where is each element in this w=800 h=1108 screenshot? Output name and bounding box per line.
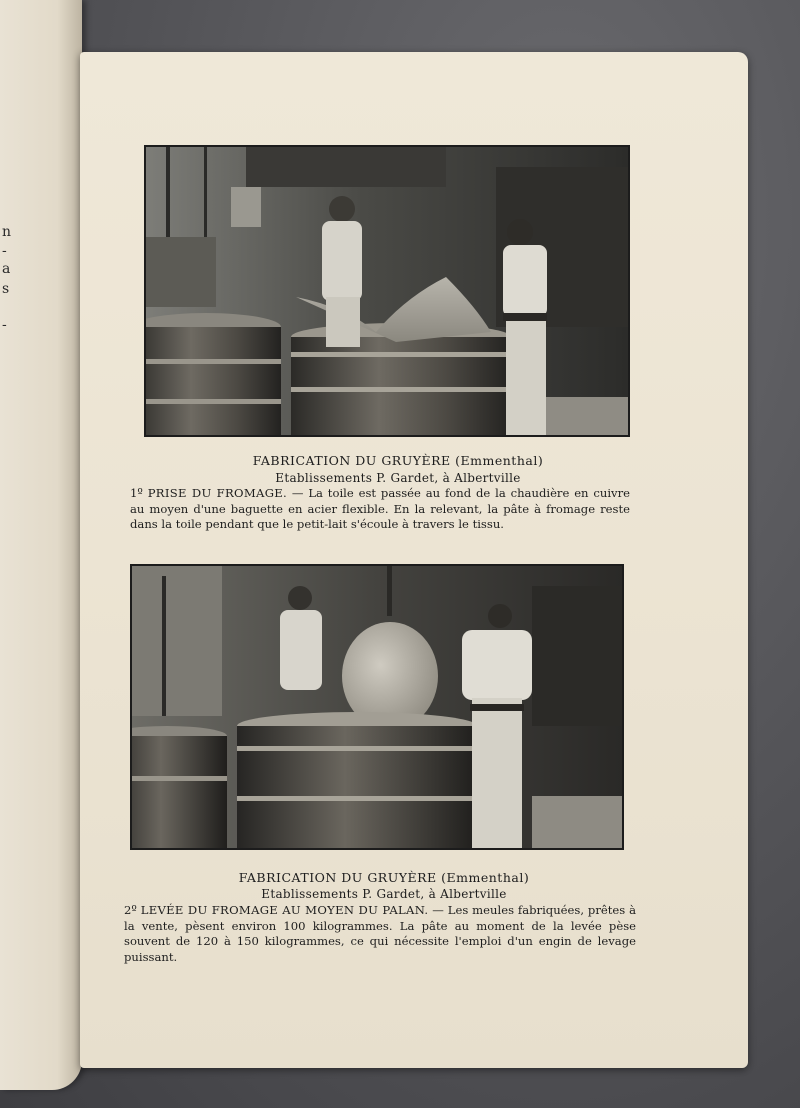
caption-2-body (124, 903, 636, 965)
photo-cheese-lifting (130, 564, 624, 850)
left-page-edge (0, 0, 82, 1090)
caption-2-subtitle: Etablissements P. Gardet, à Albertville (261, 887, 507, 901)
caption-2-heading: LEVÉE DU FROMAGE AU MOYEN DU PALAN. (140, 903, 429, 917)
left-text-fragment: - (2, 317, 7, 333)
left-text-fragment: n (2, 224, 12, 240)
caption-1-title: FABRICATION DU GRUYÈRE (Emmenthal) (252, 453, 544, 468)
photo-cheese-taking-image (146, 147, 628, 435)
photo-cheese-taking (144, 145, 630, 437)
caption-2-text: — Les meules fabriquées, prêtes à la vente, pèsent environ 100 kilogrammes. La pâte au moment de la levée pèse souvent de 120 à 150 kilogrammes, ce qui nécessite l'emploi d'un engin de levage puissant. (124, 903, 636, 964)
book-page (80, 52, 748, 1068)
caption-1-text: — La toile est passée au fond de la chaudière en cuivre au moyen d'une baguette en acier flexible. En la relevant, la pâte à fromage reste dans la toile pendant que le petit-lait s'écoule à travers le tissu. (130, 486, 630, 531)
photo-cheese-lifting-image (132, 566, 622, 848)
left-text-fragment: - (2, 243, 7, 259)
caption-1-heading: PRISE DU FROMAGE. (147, 486, 288, 500)
caption-1-number: 1º (130, 486, 143, 500)
caption-2-title: FABRICATION DU GRUYÈRE (Emmenthal) (238, 870, 530, 885)
caption-1-subtitle: Etablissements P. Gardet, à Albertville (275, 471, 521, 485)
caption-1-body (130, 486, 630, 533)
left-text-fragment: s (2, 281, 10, 297)
caption-2-number: 2º (124, 903, 137, 917)
left-text-fragment: a (2, 261, 11, 277)
